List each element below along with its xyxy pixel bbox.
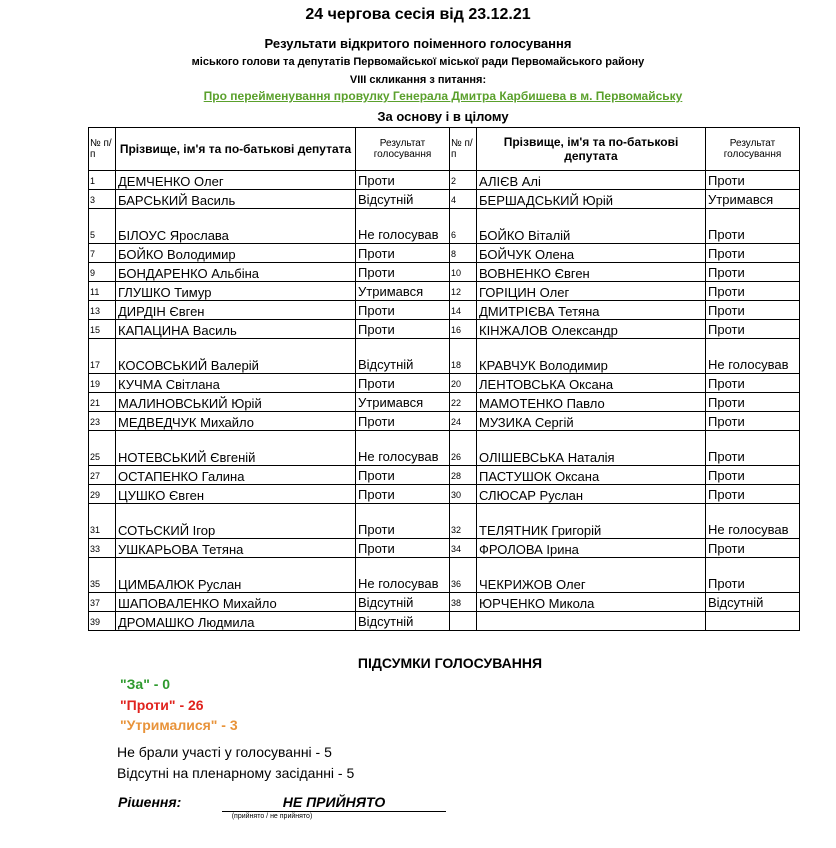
- vote-result: Проти: [706, 431, 800, 466]
- deputy-name: ДЕМЧЕНКО Олег: [116, 171, 356, 190]
- deputy-name: ФРОЛОВА Ірина: [477, 539, 706, 558]
- vote-result: Не голосував: [356, 431, 450, 466]
- row-number: 26: [450, 431, 477, 466]
- vote-result: Проти: [356, 466, 450, 485]
- summary-za: "За" - 0: [120, 676, 171, 692]
- row-number: 35: [89, 558, 116, 593]
- deputy-name: ДИРДІН Євген: [116, 301, 356, 320]
- vote-result: Проти: [356, 539, 450, 558]
- vote-result: Проти: [356, 412, 450, 431]
- votes-table-body: [89, 171, 800, 631]
- vote-result: Відсутній: [356, 190, 450, 209]
- table-row: [89, 466, 800, 485]
- row-number: 36: [450, 558, 477, 593]
- deputy-name: АЛІЄВ Алі: [477, 171, 706, 190]
- vote-result: Утримався: [356, 282, 450, 301]
- row-number: 18: [450, 339, 477, 374]
- row-number: 30: [450, 485, 477, 504]
- deputy-name: БОЙКО Володимир: [116, 244, 356, 263]
- table-row: [89, 539, 800, 558]
- row-number: 1: [89, 171, 116, 190]
- deputy-name: ПАСТУШОК Оксана: [477, 466, 706, 485]
- row-number: 34: [450, 539, 477, 558]
- deputy-name: [477, 612, 706, 631]
- deputy-name: СЛЮСАР Руслан: [477, 485, 706, 504]
- vote-result: Відсутній: [356, 339, 450, 374]
- row-number: 33: [89, 539, 116, 558]
- row-number: 28: [450, 466, 477, 485]
- deputy-name: КУЧМА Світлана: [116, 374, 356, 393]
- vote-result: Не голосував: [356, 209, 450, 244]
- header-name-right: Прізвище, ім'я та по-батькові депутата: [477, 128, 706, 171]
- vote-result: Проти: [356, 485, 450, 504]
- row-number: 37: [89, 593, 116, 612]
- vote-result: Відсутній: [356, 612, 450, 631]
- vote-result: Проти: [356, 320, 450, 339]
- vote-result: Проти: [356, 244, 450, 263]
- row-number: 8: [450, 244, 477, 263]
- table-row: [89, 320, 800, 339]
- table-row: [89, 558, 800, 593]
- row-number: 9: [89, 263, 116, 282]
- deputy-name: ЮРЧЕНКО Микола: [477, 593, 706, 612]
- row-number: 12: [450, 282, 477, 301]
- deputy-name: КОСОВСЬКИЙ Валерій: [116, 339, 356, 374]
- vote-result: Проти: [356, 374, 450, 393]
- vote-result: Проти: [706, 466, 800, 485]
- vote-result: Проти: [706, 282, 800, 301]
- votes-table: [88, 127, 800, 631]
- table-row: [89, 244, 800, 263]
- row-number: 19: [89, 374, 116, 393]
- row-number: 29: [89, 485, 116, 504]
- summary-title: ПІДСУМКИ ГОЛОСУВАННЯ: [357, 655, 543, 671]
- deputy-name: ГЛУШКО Тимур: [116, 282, 356, 301]
- deputy-name: КАПАЦИНА Василь: [116, 320, 356, 339]
- deputy-name: БЕРШАДСЬКИЙ Юрій: [477, 190, 706, 209]
- vote-result: [706, 612, 800, 631]
- deputy-name: БОЙЧУК Олена: [477, 244, 706, 263]
- deputy-name: МАМОТЕНКО Павло: [477, 393, 706, 412]
- vote-result: Проти: [356, 504, 450, 539]
- deputy-name: ШАПОВАЛЕНКО Михайло: [116, 593, 356, 612]
- row-number: 23: [89, 412, 116, 431]
- vote-result: Утримався: [356, 393, 450, 412]
- table-row: [89, 209, 800, 244]
- table-row: [89, 263, 800, 282]
- deputy-name: БОНДАРЕНКО Альбіна: [116, 263, 356, 282]
- summary-not-voted: Не брали участі у голосуванні - 5: [117, 744, 332, 760]
- table-row: [89, 412, 800, 431]
- row-number: 6: [450, 209, 477, 244]
- row-number: 20: [450, 374, 477, 393]
- decision-label: Рішення:: [118, 794, 182, 810]
- vote-scope: За основу і в цілому: [377, 109, 509, 124]
- table-row: [89, 431, 800, 466]
- row-number: 22: [450, 393, 477, 412]
- decision-hint: (прийнято / не прийнято): [231, 813, 313, 820]
- vote-result: Не голосував: [706, 339, 800, 374]
- table-row: [89, 282, 800, 301]
- table-header-row: [89, 128, 800, 171]
- deputy-name: ОСТАПЕНКО Галина: [116, 466, 356, 485]
- table-row: [89, 612, 800, 631]
- row-number: 25: [89, 431, 116, 466]
- vote-result: Проти: [706, 412, 800, 431]
- row-number: 4: [450, 190, 477, 209]
- vote-result: Проти: [706, 263, 800, 282]
- deputy-name: ДРОМАШКО Людмила: [116, 612, 356, 631]
- vote-result: Проти: [706, 320, 800, 339]
- vote-result: Проти: [356, 171, 450, 190]
- vote-result: Проти: [706, 244, 800, 263]
- row-number: 32: [450, 504, 477, 539]
- vote-result: Проти: [706, 393, 800, 412]
- row-number: [450, 612, 477, 631]
- table-row: [89, 393, 800, 412]
- deputy-name: БІЛОУС Ярослава: [116, 209, 356, 244]
- session-title: 24 чергова сесія від 23.12.21: [305, 6, 531, 23]
- deputy-name: УШКАРЬОВА Тетяна: [116, 539, 356, 558]
- row-number: 21: [89, 393, 116, 412]
- row-number: 13: [89, 301, 116, 320]
- table-row: [89, 339, 800, 374]
- vote-result: Проти: [706, 171, 800, 190]
- vote-result: Проти: [706, 539, 800, 558]
- vote-result: Відсутній: [356, 593, 450, 612]
- row-number: 38: [450, 593, 477, 612]
- vote-result: Проти: [356, 263, 450, 282]
- row-number: 2: [450, 171, 477, 190]
- topic-link[interactable]: Про перейменування провулку Генерала Дмитра Карбишева в м. Первомайську: [203, 89, 683, 103]
- deputy-name: МУЗИКА Сергій: [477, 412, 706, 431]
- header-num-left: № п/п: [89, 128, 116, 171]
- header-result-left: Результат голосування: [356, 128, 450, 171]
- deputy-name: НОТЕВСЬКИЙ Євгеній: [116, 431, 356, 466]
- deputy-name: ОЛІШЕВСЬКА Наталія: [477, 431, 706, 466]
- convocation-line: VIII скликання з питання:: [349, 74, 487, 86]
- summary-proty: "Проти" - 26: [120, 697, 204, 713]
- deputy-name: МЕДВЕДЧУК Михайло: [116, 412, 356, 431]
- deputy-name: ВОВНЕНКО Євген: [477, 263, 706, 282]
- deputy-name: ЦУШКО Євген: [116, 485, 356, 504]
- deputy-name: БАРСЬКИЙ Василь: [116, 190, 356, 209]
- row-number: 27: [89, 466, 116, 485]
- table-row: [89, 171, 800, 190]
- table-row: [89, 374, 800, 393]
- header-name-left: Прізвище, ім'я та по-батькові депутата: [116, 128, 356, 171]
- row-number: 7: [89, 244, 116, 263]
- table-row: [89, 593, 800, 612]
- row-number: 24: [450, 412, 477, 431]
- row-number: 11: [89, 282, 116, 301]
- row-number: 39: [89, 612, 116, 631]
- deputy-name: БОЙКО Віталій: [477, 209, 706, 244]
- deputy-name: МАЛИНОВСЬКИЙ Юрій: [116, 393, 356, 412]
- row-number: 10: [450, 263, 477, 282]
- vote-result: Відсутній: [706, 593, 800, 612]
- summary-utrymalysia: "Утрималися" - 3: [120, 717, 238, 733]
- vote-result: Не голосував: [356, 558, 450, 593]
- row-number: 15: [89, 320, 116, 339]
- table-row: [89, 504, 800, 539]
- deputy-name: ДМИТРІЄВА Тетяна: [477, 301, 706, 320]
- row-number: 14: [450, 301, 477, 320]
- vote-result: Проти: [706, 485, 800, 504]
- table-row: [89, 485, 800, 504]
- deputy-name: ЦИМБАЛЮК Руслан: [116, 558, 356, 593]
- deputy-name: ЛЕНТОВСЬКА Оксана: [477, 374, 706, 393]
- decision-value: НЕ ПРИЙНЯТО: [222, 794, 446, 812]
- deputy-name: ТЕЛЯТНИК Григорій: [477, 504, 706, 539]
- council-line: міського голови та депутатів Первомайської міської ради Первомайського району: [191, 56, 645, 68]
- header-num-right: № п/п: [450, 128, 477, 171]
- row-number: 31: [89, 504, 116, 539]
- vote-result: Не голосував: [706, 504, 800, 539]
- row-number: 5: [89, 209, 116, 244]
- deputy-name: КІНЖАЛОВ Олександр: [477, 320, 706, 339]
- summary-absent: Відсутні на пленарному засіданні - 5: [117, 765, 355, 781]
- vote-result: Утримався: [706, 190, 800, 209]
- table-row: [89, 301, 800, 320]
- vote-result: Проти: [356, 301, 450, 320]
- row-number: 16: [450, 320, 477, 339]
- deputy-name: ГОРІЦИН Олег: [477, 282, 706, 301]
- header-result-right: Результат голосування: [706, 128, 800, 171]
- table-row: [89, 190, 800, 209]
- results-heading: Результати відкритого поіменного голосування: [264, 36, 572, 51]
- row-number: 3: [89, 190, 116, 209]
- vote-result: Проти: [706, 558, 800, 593]
- deputy-name: КРАВЧУК Володимир: [477, 339, 706, 374]
- vote-result: Проти: [706, 374, 800, 393]
- vote-result: Проти: [706, 301, 800, 320]
- deputy-name: СОТЬСКИЙ Ігор: [116, 504, 356, 539]
- row-number: 17: [89, 339, 116, 374]
- vote-result: Проти: [706, 209, 800, 244]
- deputy-name: ЧЕКРИЖОВ Олег: [477, 558, 706, 593]
